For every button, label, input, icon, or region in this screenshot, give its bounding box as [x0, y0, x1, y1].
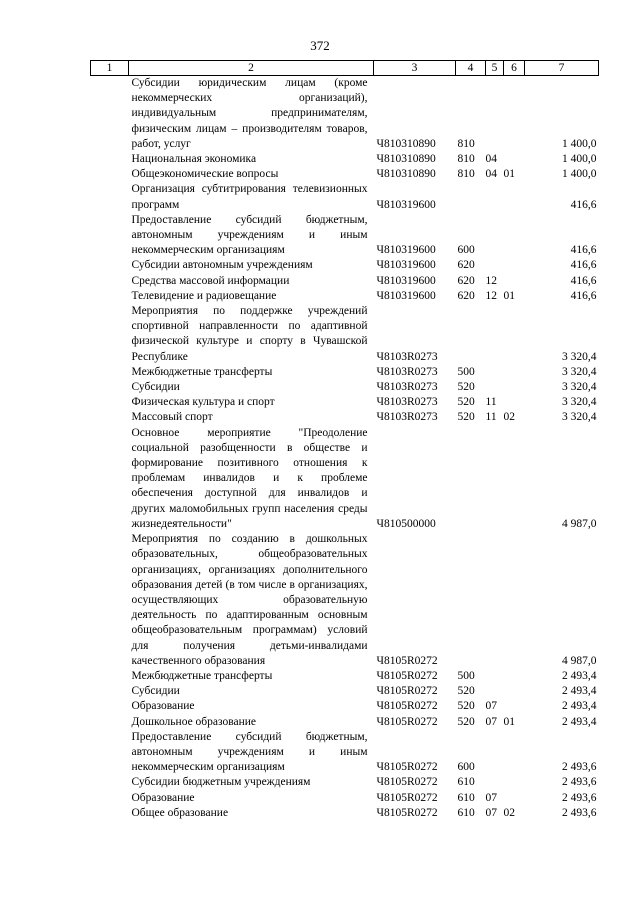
row-target-code: Ч810319600 — [376, 274, 436, 287]
row-subsection — [504, 76, 525, 153]
row-target-code: Ч8105R0272 — [376, 791, 438, 804]
table-row — [91, 669, 599, 684]
row-expense-type — [456, 182, 486, 212]
row-amount: 1 400,0 — [562, 168, 597, 181]
table-row — [91, 715, 599, 730]
row-expense-type: 520 — [457, 700, 475, 713]
row-amount: 416,6 — [570, 198, 597, 211]
row-name: Субсидии автономным учреждениям — [131, 259, 313, 272]
row-section — [486, 730, 504, 776]
row-target-code: Ч810319600 — [376, 289, 436, 302]
row-spacer — [91, 380, 129, 395]
row-section — [486, 426, 504, 532]
row-subsection: 02 — [503, 411, 515, 424]
row-subsection — [504, 532, 525, 669]
table-row — [91, 730, 599, 776]
row-name: Дошкольное образование — [131, 715, 257, 728]
row-amount: 2 493,4 — [562, 715, 597, 728]
row-spacer — [91, 426, 129, 532]
row-target-code: Ч810319600 — [376, 259, 436, 272]
row-target-code: Ч8105R0272 — [376, 776, 438, 789]
row-expense-type: 610 — [457, 806, 475, 819]
table-row — [91, 167, 599, 182]
row-amount: 2 493,6 — [562, 806, 597, 819]
row-expense-type: 520 — [457, 411, 475, 424]
row-target-code: Ч8103R0273 — [376, 350, 438, 363]
row-spacer — [91, 182, 129, 212]
row-amount: 2 493,4 — [562, 685, 597, 698]
row-name: Общеэкономические вопросы — [131, 168, 279, 181]
row-amount: 416,6 — [570, 244, 597, 257]
row-section — [486, 213, 504, 259]
row-target-code: Ч8105R0272 — [376, 700, 438, 713]
row-target-code: Ч8105R0272 — [376, 685, 438, 698]
row-subsection — [504, 380, 525, 395]
table-row — [91, 699, 599, 714]
table-row — [91, 365, 599, 380]
table-row — [91, 152, 599, 167]
row-section: 07 — [485, 791, 497, 804]
row-section: 07 — [485, 700, 497, 713]
row-target-code: Ч810500000 — [376, 517, 436, 530]
row-spacer — [91, 791, 129, 806]
row-expense-type: 620 — [457, 274, 475, 287]
row-section: 07 — [485, 715, 497, 728]
row-subsection — [504, 669, 525, 684]
row-subsection: 02 — [503, 806, 515, 819]
row-name: Мероприятия по поддержке учреждений спортивной направленности по адаптивной физической культуре и спорту в Чувашской Республике — [131, 305, 368, 363]
table-row — [91, 304, 599, 365]
row-subsection: 01 — [503, 168, 515, 181]
row-spacer — [91, 289, 129, 304]
row-target-code: Ч8105R0272 — [376, 761, 438, 774]
row-spacer — [91, 274, 129, 289]
row-amount: 3 320,4 — [562, 411, 597, 424]
row-section — [486, 380, 504, 395]
row-subsection — [504, 304, 525, 365]
row-section: 04 — [485, 153, 497, 166]
row-name: Мероприятия по созданию в дошкольных образовательных, общеобразовательных организациях, организациях дополнительного образования детей (в том числе в организациях, осуществляющих образовательную деятельность по адаптированным основным общеобразовательным программам) условий для получения детьми-инвалидами качественного образования — [131, 533, 368, 667]
row-expense-type: 520 — [457, 381, 475, 394]
row-amount: 1 400,0 — [562, 153, 597, 166]
row-target-code: Ч8103R0273 — [376, 396, 438, 409]
row-target-code: Ч8103R0273 — [376, 411, 438, 424]
row-section: 11 — [485, 411, 497, 424]
table-body — [91, 76, 599, 821]
row-expense-type: 620 — [457, 289, 475, 302]
row-amount: 416,6 — [570, 274, 597, 287]
row-section — [486, 365, 504, 380]
row-expense-type: 620 — [457, 259, 475, 272]
table-row — [91, 380, 599, 395]
row-expense-type: 520 — [457, 396, 475, 409]
row-name: Основное мероприятие "Преодоление социальной разобщенности в обществе и формирование позитивного отношения к проблемам инвалидов и к проблеме обеспечения доступной для инвалидов и других маломобильных групп населения среды жизнедеятельности" — [131, 426, 368, 530]
row-expense-type — [456, 532, 486, 669]
row-name: Организация субтитрирования телевизионных программ — [131, 183, 368, 211]
row-name: Предоставление субсидий бюджетным, автономным учреждениям и иным некоммерческим организациям — [131, 213, 368, 257]
row-section: 12 — [485, 274, 497, 287]
header-cell-7: 7 — [525, 61, 599, 76]
row-spacer — [91, 532, 129, 669]
row-subsection — [504, 258, 525, 273]
row-expense-type: 810 — [457, 168, 475, 181]
row-name: Субсидии юридическим лицам (кроме некоммерческих организаций), индивидуальным предпринимателям, физическим лицам – производителям товаров, работ, услуг — [131, 77, 368, 150]
header-cell-1: 1 — [91, 61, 129, 76]
table-row — [91, 410, 599, 425]
row-subsection — [504, 684, 525, 699]
row-subsection — [504, 395, 525, 410]
row-spacer — [91, 715, 129, 730]
header-cell-2: 2 — [129, 61, 374, 76]
row-subsection — [504, 730, 525, 776]
row-name: Субсидии — [131, 381, 180, 394]
row-subsection: 01 — [503, 715, 515, 728]
row-amount: 4 987,0 — [562, 517, 597, 530]
row-expense-type: 810 — [457, 137, 475, 150]
table-row — [91, 775, 599, 790]
row-amount: 2 493,4 — [562, 700, 597, 713]
row-name: Предоставление субсидий бюджетным, автономным учреждениям и иным некоммерческим организациям — [131, 730, 368, 774]
row-spacer — [91, 167, 129, 182]
row-target-code: Ч810310890 — [376, 137, 436, 150]
row-name: Межбюджетные трансферты — [131, 365, 273, 378]
table-row — [91, 806, 599, 821]
budget-table — [90, 60, 599, 821]
table-row — [91, 274, 599, 289]
row-spacer — [91, 806, 129, 821]
row-name: Субсидии бюджетным учреждениям — [131, 776, 311, 789]
row-subsection — [504, 213, 525, 259]
row-target-code: Ч8105R0272 — [376, 715, 438, 728]
row-amount: 1 400,0 — [562, 137, 597, 150]
row-amount: 416,6 — [570, 289, 597, 302]
table-row — [91, 395, 599, 410]
header-cell-3: 3 — [374, 61, 456, 76]
row-target-code: Ч8105R0272 — [376, 806, 438, 819]
table-row — [91, 684, 599, 699]
row-amount: 4 987,0 — [562, 654, 597, 667]
header-cell-6: 6 — [504, 61, 525, 76]
row-subsection — [504, 775, 525, 790]
row-spacer — [91, 730, 129, 776]
row-name: Национальная экономика — [131, 153, 257, 166]
row-spacer — [91, 395, 129, 410]
table-row — [91, 426, 599, 532]
row-target-code: Ч810310890 — [376, 168, 436, 181]
row-section: 11 — [485, 396, 497, 409]
row-expense-type: 500 — [457, 365, 475, 378]
row-subsection — [504, 699, 525, 714]
row-subsection — [504, 426, 525, 532]
row-name: Средства массовой информации — [131, 274, 290, 287]
row-target-code: Ч810310890 — [376, 153, 436, 166]
table-row — [91, 76, 599, 153]
row-spacer — [91, 365, 129, 380]
row-section: 04 — [485, 168, 497, 181]
row-subsection — [504, 365, 525, 380]
row-name: Массовый спорт — [131, 411, 213, 424]
table-row — [91, 289, 599, 304]
row-expense-type: 500 — [457, 669, 475, 682]
row-amount: 2 493,4 — [562, 669, 597, 682]
row-expense-type — [456, 426, 486, 532]
row-spacer — [91, 410, 129, 425]
row-amount: 3 320,4 — [562, 365, 597, 378]
row-amount: 3 320,4 — [562, 350, 597, 363]
row-name: Образование — [131, 791, 195, 804]
row-target-code: Ч8105R0272 — [376, 669, 438, 682]
row-subsection — [504, 274, 525, 289]
header-cell-4: 4 — [456, 61, 486, 76]
row-target-code: Ч8105R0272 — [376, 654, 438, 667]
row-name: Телевидение и радиовещание — [131, 289, 277, 302]
row-subsection — [504, 791, 525, 806]
row-section — [486, 182, 504, 212]
table-row — [91, 182, 599, 212]
row-name: Субсидии — [131, 685, 180, 698]
row-section — [486, 684, 504, 699]
row-spacer — [91, 213, 129, 259]
row-amount: 2 493,6 — [562, 761, 597, 774]
row-name: Образование — [131, 700, 195, 713]
row-section — [486, 669, 504, 684]
row-spacer — [91, 699, 129, 714]
table-header — [91, 61, 599, 76]
row-amount: 3 320,4 — [562, 381, 597, 394]
row-amount: 2 493,6 — [562, 791, 597, 804]
row-expense-type: 610 — [457, 791, 475, 804]
row-subsection — [504, 152, 525, 167]
row-spacer — [91, 258, 129, 273]
row-target-code: Ч8103R0273 — [376, 381, 438, 394]
row-name: Общее образование — [131, 806, 229, 819]
row-section — [486, 775, 504, 790]
row-amount: 2 493,6 — [562, 776, 597, 789]
row-name: Межбюджетные трансферты — [131, 669, 273, 682]
row-amount: 416,6 — [570, 259, 597, 272]
row-expense-type — [456, 304, 486, 365]
row-spacer — [91, 152, 129, 167]
row-section: 12 — [485, 289, 497, 302]
row-spacer — [91, 684, 129, 699]
table-row — [91, 791, 599, 806]
row-spacer — [91, 76, 129, 153]
row-target-code: Ч810319600 — [376, 244, 436, 257]
row-section — [486, 532, 504, 669]
row-expense-type: 600 — [457, 761, 475, 774]
row-subsection: 01 — [503, 289, 515, 302]
row-spacer — [91, 669, 129, 684]
row-expense-type: 520 — [457, 685, 475, 698]
row-expense-type: 520 — [457, 715, 475, 728]
row-target-code: Ч810319600 — [376, 198, 436, 211]
row-name: Физическая культура и спорт — [131, 396, 275, 409]
page-number: 372 — [310, 38, 330, 53]
table-row — [91, 213, 599, 259]
row-spacer — [91, 775, 129, 790]
row-expense-type: 610 — [457, 776, 475, 789]
table-row — [91, 532, 599, 669]
row-expense-type: 810 — [457, 153, 475, 166]
row-target-code: Ч8103R0273 — [376, 365, 438, 378]
row-amount: 3 320,4 — [562, 396, 597, 409]
row-spacer — [91, 304, 129, 365]
row-section — [486, 258, 504, 273]
row-section — [486, 76, 504, 153]
row-subsection — [504, 182, 525, 212]
table-row — [91, 258, 599, 273]
header-cell-5: 5 — [486, 61, 504, 76]
row-expense-type: 600 — [457, 244, 475, 257]
row-section: 07 — [485, 806, 497, 819]
row-section — [486, 304, 504, 365]
